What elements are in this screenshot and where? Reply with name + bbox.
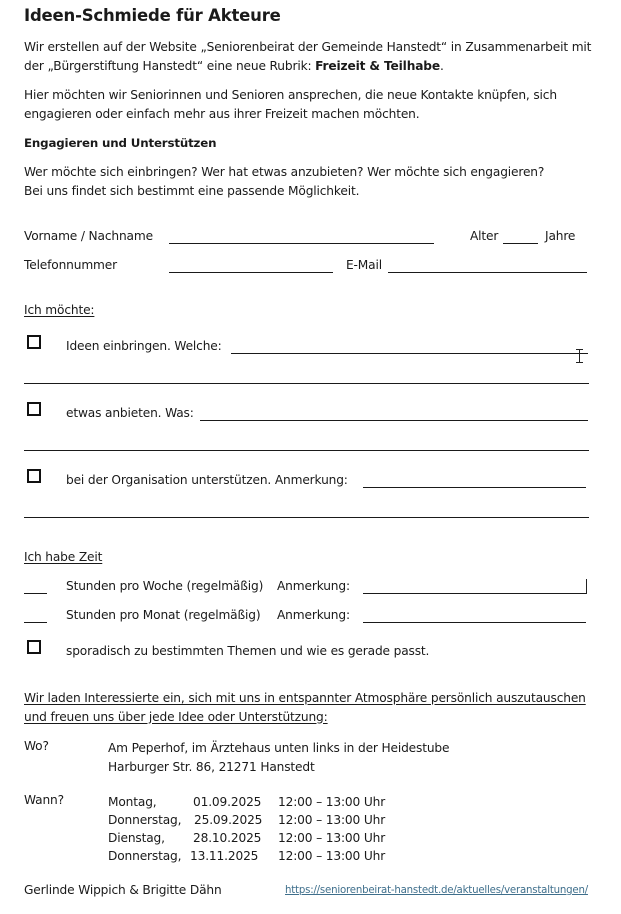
name-field[interactable] (169, 243, 434, 244)
date-day: Dienstag, (108, 831, 165, 845)
rubric-name: Freizeit & Teilhabe (315, 58, 440, 73)
name-label: Vorname / Nachname (24, 229, 153, 243)
engage-line-2: Bei uns findet sich bestimmt eine passende Möglichkeit. (24, 183, 360, 198)
age-label: Alter (470, 229, 499, 243)
dates-list (108, 793, 386, 865)
intro-paragraph-2 (24, 86, 557, 123)
invite-paragraph (24, 689, 586, 726)
date-time: 12:00 – 13:00 Uhr (278, 795, 386, 809)
where-label: Wo? (24, 739, 49, 753)
date-row (108, 829, 386, 847)
date-day: Donnerstag, (108, 849, 182, 863)
date-time: 12:00 – 13:00 Uhr (278, 849, 386, 863)
date-value: 28.10.2025 (193, 831, 262, 845)
offer-field[interactable] (200, 420, 588, 421)
date-value: 25.09.2025 (194, 813, 263, 827)
events-link[interactable]: https://seniorenbeirat-hanstedt.de/aktuelles/veranstaltungen/ (285, 885, 588, 896)
when-label: Wann? (24, 793, 64, 807)
intro-line-2-suffix: . (440, 58, 444, 73)
checkbox-organisation[interactable] (27, 469, 41, 483)
option-organisation-label: bei der Organisation unterstützen. Anmerkung: (66, 473, 348, 487)
where-line-1: Am Peperhof, im Ärztehaus unten links in der Heidestube (108, 741, 450, 755)
hours-per-month-label: Stunden pro Monat (regelmäßig) (66, 608, 261, 622)
organisation-field[interactable] (363, 487, 586, 488)
option-ideas-label: Ideen einbringen. Welche: (66, 339, 222, 353)
date-value: 01.09.2025 (193, 795, 262, 809)
intro-p2-line-1: Hier möchten wir Seniorinnen und Senioren ansprechen, die neue Kontakte knüpfen, sich (24, 88, 557, 102)
email-field[interactable] (388, 272, 587, 273)
intro-line-2-text: der „Bürgerstiftung Hanstedt“ eine neue Rubrik: (24, 58, 316, 73)
month-note-field[interactable] (363, 622, 586, 623)
where-address (108, 739, 449, 776)
ideas-field[interactable] (231, 353, 588, 354)
week-note-field[interactable] (363, 593, 586, 594)
engage-paragraph (24, 163, 544, 200)
text-caret (586, 579, 587, 594)
date-day: Montag, (108, 795, 157, 809)
date-day: Donnerstag, (108, 813, 182, 827)
date-time: 12:00 – 13:00 Uhr (278, 831, 386, 845)
intro-paragraph (24, 38, 591, 75)
engage-line-1: Wer möchte sich einbringen? Wer hat etwas anzubieten? Wer möchte sich engagieren? (24, 165, 545, 179)
checkbox-ideas[interactable] (27, 335, 41, 349)
week-note-label: Anmerkung: (277, 579, 350, 593)
invite-line-1: Wir laden Interessierte ein, sich mit uns in entspannter Atmosphäre persönlich auszutauschen (24, 691, 586, 705)
month-note-label: Anmerkung: (277, 608, 350, 622)
page-title: Ideen-Schmiede für Akteure (24, 6, 281, 25)
date-time: 12:00 – 13:00 Uhr (278, 813, 386, 827)
engage-heading: Engagieren und Unterstützen (24, 136, 217, 150)
hours-per-week-label: Stunden pro Woche (regelmäßig) (66, 579, 264, 593)
intro-line-1: Wir erstellen auf der Website „Seniorenbeirat der Gemeinde Hanstedt“ in Zusammenarbeit mit (24, 40, 592, 54)
option-offer-label: etwas anbieten. Was: (66, 406, 194, 420)
phone-field[interactable] (169, 272, 333, 273)
phone-label: Telefonnummer (24, 258, 117, 272)
text-cursor-icon (576, 349, 583, 363)
where-line-2: Harburger Str. 86, 21271 Hanstedt (108, 759, 315, 774)
hours-per-month-field[interactable] (24, 622, 47, 623)
date-value: 13.11.2025 (190, 849, 259, 863)
date-row (108, 847, 386, 865)
hours-per-week-field[interactable] (24, 593, 47, 594)
checkbox-offer[interactable] (27, 402, 41, 416)
organisation-field-line-2[interactable] (24, 517, 589, 518)
authors: Gerlinde Wippich & Brigitte Dähn (24, 883, 222, 897)
age-unit: Jahre (545, 229, 576, 243)
time-heading: Ich habe Zeit (24, 550, 103, 564)
invite-line-2: und freuen uns über jede Idee oder Unterstützung: (24, 709, 328, 724)
email-label: E-Mail (346, 258, 382, 272)
sporadic-label: sporadisch zu bestimmten Themen und wie es gerade passt. (66, 644, 430, 658)
intro-line-2 (24, 57, 591, 76)
intro-p2-line-2: engagieren oder einfach mehr aus ihrer Freizeit machen möchten. (24, 106, 420, 121)
offer-field-line-2[interactable] (24, 450, 589, 451)
date-row (108, 811, 386, 829)
date-row (108, 793, 386, 811)
ideas-field-line-2[interactable] (24, 383, 589, 384)
wish-heading: Ich möchte: (24, 303, 95, 317)
age-field[interactable] (503, 243, 538, 244)
checkbox-sporadic[interactable] (27, 640, 41, 654)
